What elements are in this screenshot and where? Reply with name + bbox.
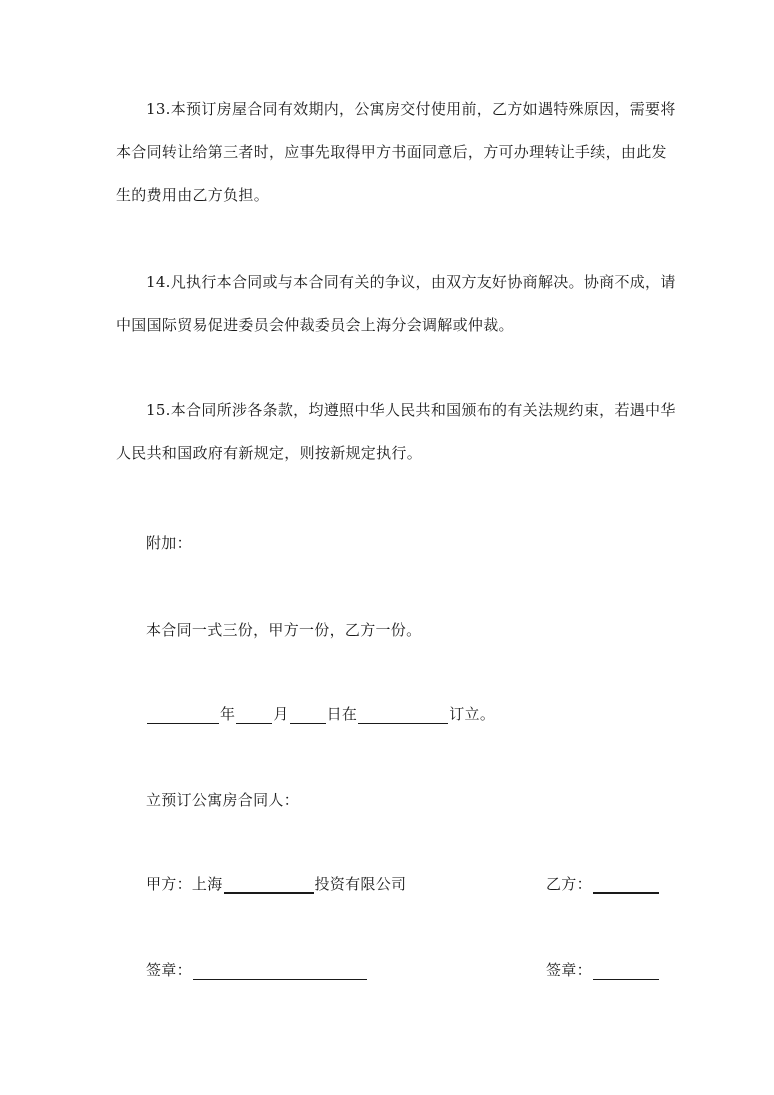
party-a-seal-line xyxy=(146,960,368,980)
party-a-line xyxy=(146,874,406,894)
day-blank[interactable] xyxy=(290,707,326,724)
parties-heading: 立预订公寓房合同人： xyxy=(146,791,300,809)
party-a-suffix: 投资有限公司 xyxy=(314,875,407,893)
clause-13-line-1: 13.本预订房屋合同有效期内，公寓房交付使用前，乙方如遇特殊原因，需要将 xyxy=(146,100,676,118)
party-b-seal-label: 签章： xyxy=(546,961,592,979)
clause-15-line-1: 15.本合同所涉各条款，均遵照中华人民共和国颁布的有关法规约束，若遇中华 xyxy=(146,401,676,419)
party-b-seal-blank[interactable] xyxy=(593,963,659,980)
clause-15-line-2: 人民共和国政府有新规定，则按新规定执行。 xyxy=(116,444,423,462)
appendix-heading: 附加： xyxy=(146,534,192,552)
copies-statement: 本合同一式三份，甲方一份，乙方一份。 xyxy=(146,621,422,639)
signed-label: 订立。 xyxy=(449,705,496,723)
year-blank[interactable] xyxy=(147,707,219,724)
clause-14-line-2: 中国国际贸易促进委员会仲裁委员会上海分会调解或仲裁。 xyxy=(116,316,514,334)
party-a-seal-label: 签章： xyxy=(146,961,192,979)
clause-13 xyxy=(116,88,676,217)
party-b-label: 乙方： xyxy=(546,875,592,893)
party-a-seal-blank[interactable] xyxy=(193,963,367,980)
signing-date-line xyxy=(146,704,495,724)
clause-14 xyxy=(116,261,676,347)
month-blank[interactable] xyxy=(236,707,272,724)
clause-13-line-3: 生的费用由乙方负担。 xyxy=(116,186,270,204)
party-a-prefix: 甲方：上海 xyxy=(146,875,223,893)
year-label: 年 xyxy=(220,705,236,723)
clause-13-line-2: 本合同转让给第三者时，应事先取得甲方书面同意后，方可办理转让手续，由此发 xyxy=(116,143,667,161)
clause-14-line-1: 14.凡执行本合同或与本合同有关的争议，由双方友好协商解决。协商不成，请 xyxy=(146,273,676,291)
clause-15 xyxy=(116,389,676,475)
party-b-name-blank[interactable] xyxy=(593,876,659,894)
party-b-line xyxy=(546,874,660,894)
party-a-name-blank[interactable] xyxy=(224,876,314,894)
party-b-seal-line xyxy=(546,960,660,980)
place-blank[interactable] xyxy=(358,707,448,724)
month-label: 月 xyxy=(273,705,289,723)
day-at-label: 日在 xyxy=(326,705,358,723)
